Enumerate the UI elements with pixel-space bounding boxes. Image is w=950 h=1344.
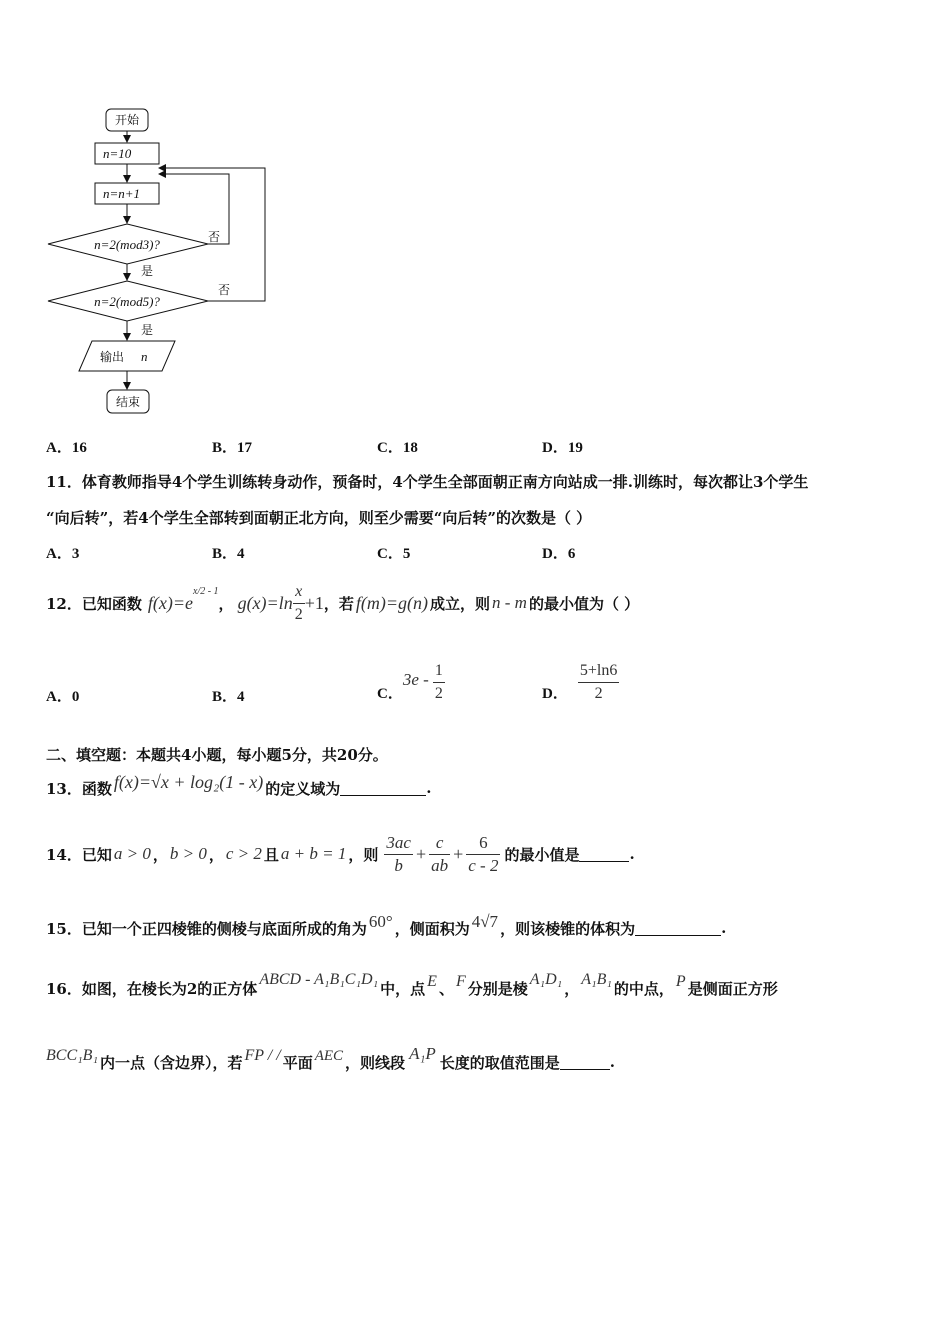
q14-frac1-num: 3ac <box>384 832 413 855</box>
q12-option-c-den: 2 <box>434 684 443 702</box>
flow-no2-label: 否 <box>218 283 231 297</box>
flow-end-label: 结束 <box>115 395 141 409</box>
q16-point-f: F <box>455 973 466 990</box>
flow-start-label: 开始 <box>114 113 140 127</box>
q15-suffix: ，则该棱锥的体积为 <box>500 919 636 938</box>
q14-frac1 <box>384 832 413 877</box>
q12-option-c-num: 1 <box>433 660 445 683</box>
q13-suffix: 的定义域为 <box>265 779 341 798</box>
q16-midpoint: 的中点， <box>613 979 674 998</box>
flowchart <box>40 100 280 425</box>
q16-prefix: 16．如图，在棱长为2的正方体 <box>46 979 258 998</box>
flow-yes2-label: 是 <box>141 323 154 337</box>
q11-option-c: C．5 <box>377 546 411 562</box>
q12-g-fraction <box>293 581 305 626</box>
q10-option-c: C．18 <box>377 440 418 456</box>
q16-a1p: A₁P <box>409 1044 436 1063</box>
q11-line2: “向后转”，若4个学生全部转到面朝正北方向，则至少需要“向后转”的次数是（ ） <box>46 509 592 527</box>
q14-blank[interactable] <box>579 847 629 862</box>
q13-period: . <box>426 779 432 797</box>
q12-prefix: 12．已知函数 <box>46 594 142 613</box>
q14-frac3-den: c - 2 <box>468 855 499 875</box>
q14-cond4: a + b = 1 <box>280 844 347 863</box>
q12-f-def: f(x)=e <box>147 592 193 613</box>
q14-plus1: + <box>415 843 427 864</box>
q16-line1 <box>46 968 778 1008</box>
q11-option-b: B．4 <box>212 546 245 562</box>
q16-edge2: A₁B₁ <box>581 971 612 988</box>
q15-period: . <box>721 919 727 937</box>
q12-option-d-num: 5+ln6 <box>578 660 619 683</box>
flow-output-label: 输出 <box>100 350 125 364</box>
q16-blank[interactable] <box>560 1055 610 1070</box>
q12-option-d-den: 2 <box>594 684 603 702</box>
q12-option-a: A．0 <box>46 689 80 705</box>
q12-option-d-fraction <box>578 660 619 705</box>
q12-option-b: B．4 <box>212 689 245 705</box>
q14-then: ，则 <box>348 845 379 864</box>
flow-output-box <box>79 341 175 371</box>
q12-stem <box>46 578 639 628</box>
section2-heading: 二、填空题：本题共4小题，每小题5分，共20分。 <box>46 746 388 764</box>
q11-line1: 11．体育教师指导4个学生训练转身动作，预备时，4个学生全部面朝正南方向站成一排.训练时，每次都让3个学生 <box>46 473 809 491</box>
q14-suffix: 的最小值是 <box>504 845 580 864</box>
q15-prefix: 15．已知一个正四棱锥的侧棱与底面所成的角为 <box>46 919 367 938</box>
q15-area: 4√7 <box>471 912 499 931</box>
q14-frac2-den: ab <box>431 855 449 875</box>
q12-option-d <box>542 656 619 708</box>
q14-frac2-num: c <box>429 832 450 855</box>
q15-stem <box>46 908 726 948</box>
q16-inside: 内一点（含边界），若 <box>100 1053 243 1072</box>
q12-option-c-label: C． <box>377 685 403 702</box>
q15-blank[interactable] <box>635 921 721 936</box>
q16-fp: FP / / <box>244 1047 281 1064</box>
q12-option-c-fraction <box>433 660 445 705</box>
q14-cond2: b > 0 <box>169 844 207 863</box>
q13-expression: f(x)=√x + log₂(1 - x) <box>113 771 264 792</box>
q14-frac2 <box>429 832 450 877</box>
q12-comma: ， <box>218 594 234 613</box>
q14-sep2: ， <box>208 845 224 864</box>
q10-option-a: A．16 <box>46 440 87 456</box>
flow-output-var: n <box>141 349 148 364</box>
q16-edges-text: 分别是棱 <box>467 979 528 998</box>
q14-frac1-den: b <box>394 855 403 875</box>
q16-point-e: E <box>427 973 437 990</box>
flow-cond1-label: n=2(mod3)? <box>94 237 160 252</box>
q16-aec: AEC <box>314 1047 344 1064</box>
q11-option-d: D．6 <box>542 546 576 562</box>
q12-cond-suffix: 成立，则 <box>429 594 490 613</box>
q12-option-c-lead: 3e - <box>402 670 429 689</box>
q16-face-text: 是侧面正方形 <box>687 979 778 998</box>
q13-prefix: 13．函数 <box>46 779 112 798</box>
q16-cube: ABCD - A₁B₁C₁D₁ <box>259 971 379 988</box>
q12-g-tail: +1 <box>304 592 324 613</box>
q12-suffix: 的最小值为（ ） <box>528 594 640 613</box>
q16-mid: 中，点 <box>380 979 426 998</box>
q15-angle: 60° <box>368 912 393 931</box>
q13-blank[interactable] <box>340 781 426 796</box>
q12-f-exponent: x/2 - 1 <box>193 585 219 597</box>
q12-g-num: x <box>293 581 305 604</box>
q16-seg: ，则线段 <box>345 1053 406 1072</box>
q10-option-b: B．17 <box>212 440 253 456</box>
q16-point-p: P <box>675 973 686 990</box>
q14-stem <box>46 826 635 882</box>
q14-period: . <box>629 845 635 863</box>
flow-cond2-label: n=2(mod5)? <box>94 294 160 309</box>
q12-option-c <box>377 656 445 708</box>
q14-cond3: c > 2 <box>225 844 262 863</box>
q16-suffix: 长度的取值范围是 <box>439 1053 560 1072</box>
q12-cond-prefix: ，若 <box>323 594 354 613</box>
q14-sep1: ， <box>152 845 168 864</box>
q16-face: BCC₁B₁ <box>46 1047 99 1064</box>
q13-stem <box>46 768 432 808</box>
q16-sep: 、 <box>438 979 454 998</box>
q15-middle: ，侧面积为 <box>394 919 470 938</box>
flow-init-label: n=10 <box>103 146 132 161</box>
q12-g-def: g(x)=ln <box>237 592 293 613</box>
q16-plane: 平面 <box>282 1053 313 1072</box>
q14-frac3-num: 6 <box>466 832 500 855</box>
q14-plus2: + <box>453 843 464 864</box>
q14-cond1: a > 0 <box>113 844 151 863</box>
q14-and: 且 <box>263 845 279 864</box>
q16-comma: ， <box>564 979 580 998</box>
q14-prefix: 14．已知 <box>46 845 112 864</box>
flow-no1-label: 否 <box>208 230 221 244</box>
q10-option-d: D．19 <box>542 440 583 456</box>
q12-condition: f(m)=g(n) <box>355 592 428 613</box>
q12-g-den: 2 <box>294 605 303 623</box>
q12-expression: n - m <box>492 593 527 612</box>
q16-line2 <box>46 1042 615 1082</box>
q11-option-a: A．3 <box>46 546 80 562</box>
q14-frac3 <box>466 832 500 877</box>
q16-period: . <box>609 1053 615 1071</box>
flow-step-label: n=n+1 <box>103 186 141 201</box>
q12-option-d-label: D． <box>542 685 568 702</box>
q16-edge1: A₁D₁ <box>529 971 563 988</box>
flow-yes1-label: 是 <box>141 264 154 278</box>
